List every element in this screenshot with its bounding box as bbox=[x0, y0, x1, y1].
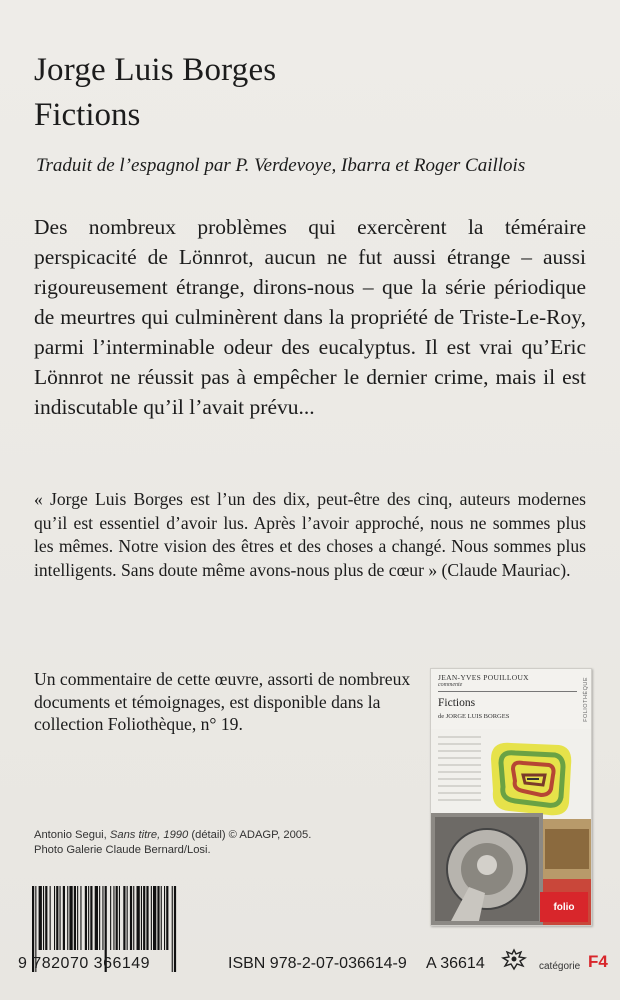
barcode-bar bbox=[56, 886, 58, 950]
barcode-bar bbox=[69, 886, 72, 950]
credit-rights: (détail) © ADAGP, 2005. bbox=[188, 829, 312, 841]
barcode-bar bbox=[39, 886, 42, 950]
blurb-paragraph: Des nombreux problèmes qui exercèrent la téméraire perspicacité de Lönnrot, aucun ne fut aussi étrange – aussi rigoureusement étrange, dirons-nous – que la série périodique de meurtres qui culminèrent dans la propriété de Triste-Le-Roy, parmi l’interminable odeur des eucalyptus. Il est vrai qu’Eric Lönnrot ne réussit pas à empêcher le dernier crime, mais il est indiscutable qu’il l’avait prévu... bbox=[34, 215, 586, 419]
thumbnail-author: JEAN-YVES POUILLOUX bbox=[438, 673, 529, 682]
barcode-bar bbox=[161, 886, 162, 950]
barcode-bar bbox=[74, 886, 76, 950]
barcode-bar bbox=[90, 886, 92, 950]
barcode-bar bbox=[116, 886, 118, 950]
barcode-bar bbox=[130, 886, 132, 950]
barcode-bar bbox=[123, 886, 125, 950]
barcode-bar bbox=[164, 886, 165, 950]
barcode-bar bbox=[43, 886, 44, 950]
barcode-bar bbox=[80, 886, 81, 950]
barcode-bar bbox=[133, 886, 134, 950]
thumbnail-series: FOLIOTHÈQUE bbox=[583, 677, 589, 722]
critic-quote: « Jorge Luis Borges est l’un des dix, peut-être des cinq, auteurs modernes qu’il est essentiel d’avoir lus. Après l’avoir approché, nous ne sommes plus les mêmes. Notre vision des êtres et des choses a changé. Nous sommes plus intelligents. Sans doute même avons-nous plus de cœur » (Claude Mauriac). bbox=[34, 489, 586, 580]
barcode-bar bbox=[67, 886, 68, 950]
foliotheque-note: Un commentaire de cette œuvre, assorti de nombreux documents et témoignages, est disponible dans la collection Foliothèque, n° 19. bbox=[34, 669, 411, 734]
category-label: catégorie bbox=[539, 961, 581, 972]
credit-photo: Photo Galerie Claude Bernard/Losi. bbox=[34, 844, 211, 856]
barcode-bar bbox=[151, 886, 152, 950]
barcode-bar bbox=[166, 886, 168, 950]
author-name: Jorge Luis Borges bbox=[34, 52, 277, 88]
barcode-bar bbox=[85, 886, 87, 950]
barcode-bar bbox=[127, 886, 128, 950]
barcode-bar bbox=[102, 886, 103, 950]
barcode-bar bbox=[45, 886, 47, 950]
barcode-bar bbox=[63, 886, 65, 950]
credit-work: Sans titre, 1990 bbox=[109, 829, 189, 841]
gallimard-emblem-icon bbox=[499, 946, 529, 972]
category-code: F4 bbox=[588, 952, 608, 971]
foliotheque-thumbnail bbox=[430, 668, 592, 926]
barcode-bar bbox=[54, 886, 55, 950]
credit-artist: Antonio Segui, bbox=[34, 829, 110, 841]
barcode-bar bbox=[119, 886, 120, 950]
barcode-bar bbox=[146, 886, 148, 950]
book-title: Fictions bbox=[34, 97, 141, 133]
barcode-bar bbox=[172, 886, 173, 972]
barcode-bar bbox=[88, 886, 89, 950]
barcode-digits: 9 782070 366149 bbox=[18, 955, 151, 972]
thumbnail-byline: de JORGE LUIS BORGES bbox=[438, 713, 510, 720]
thumbnail-rule bbox=[438, 691, 577, 692]
thumbnail-subtitle: commente bbox=[438, 682, 463, 688]
barcode-bar bbox=[95, 886, 98, 950]
barcode-bar bbox=[50, 886, 51, 950]
translator-credit: Traduit de l’espagnol par P. Verdevoye, Ibarra et Roger Caillois bbox=[36, 155, 526, 176]
barcode-bar bbox=[77, 886, 78, 950]
barcode-bar bbox=[113, 886, 114, 950]
folio-logo: folio bbox=[540, 892, 588, 922]
cover-art-credit bbox=[34, 828, 311, 858]
barcode-bar bbox=[60, 886, 61, 950]
barcode-bar bbox=[153, 886, 156, 950]
barcode-bar bbox=[143, 886, 145, 950]
barcode-bar bbox=[157, 886, 159, 950]
barcode-bar bbox=[141, 886, 142, 950]
barcode-bar bbox=[110, 886, 111, 950]
thumbnail-title: Fictions bbox=[438, 697, 476, 709]
barcode-bar bbox=[137, 886, 140, 950]
isbn: ISBN 978-2-07-036614-9 bbox=[228, 955, 407, 972]
barcode-bar bbox=[99, 886, 100, 950]
barcode-bar bbox=[174, 886, 176, 972]
spiral-artwork bbox=[491, 743, 571, 815]
reference-code: A 36614 bbox=[426, 955, 485, 972]
